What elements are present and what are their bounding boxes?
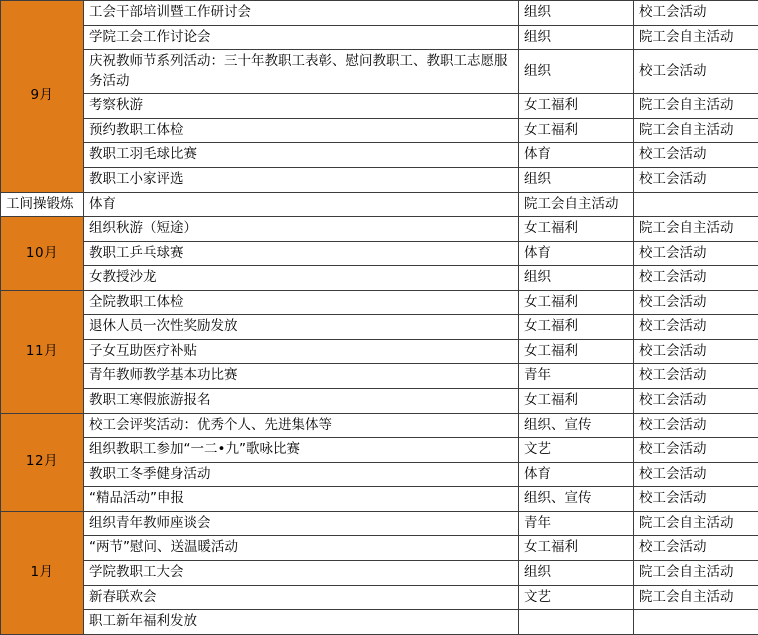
activity-type-cell: 校工会活动 [634,266,758,291]
activity-type-cell: 校工会活动 [634,536,758,561]
activity-cell: 工间操锻炼 [1,192,84,217]
table-row [1,266,758,291]
activity-cell: 新春联欢会 [84,585,519,610]
department-cell: 文艺 [519,585,634,610]
month-cell: 10月 [1,217,84,291]
table-row [1,167,758,192]
department-cell: 文艺 [519,438,634,463]
table-row [1,610,758,635]
department-cell: 体育 [519,462,634,487]
activity-cell: 组织秋游（短途） [84,217,519,242]
activity-type-cell: 院工会自主活动 [634,118,758,143]
activity-type-cell: 校工会活动 [634,167,758,192]
table-row [1,118,758,143]
activity-type-cell: 校工会活动 [634,290,758,315]
activity-cell: 学院工会工作讨论会 [84,25,519,50]
department-cell: 女工福利 [519,94,634,119]
department-cell: 女工福利 [519,339,634,364]
activity-cell: 子女互助医疗补贴 [84,339,519,364]
activity-type-cell: 校工会活动 [634,50,758,94]
activity-cell: 考察秋游 [84,94,519,119]
activity-type-cell: 院工会自主活动 [634,94,758,119]
activity-type-cell: 校工会活动 [634,339,758,364]
activity-cell: 组织青年教师座谈会 [84,511,519,536]
activity-cell: “两节”慰问、送温暖活动 [84,536,519,561]
activity-cell: 教职工冬季健身活动 [84,462,519,487]
activity-type-cell: 院工会自主活动 [634,25,758,50]
activity-cell: 工会干部培训暨工作研讨会 [84,1,519,26]
activity-cell: 预约教职工体检 [84,118,519,143]
table-row [1,192,758,217]
department-cell: 女工福利 [519,217,634,242]
activity-cell: 教职工羽毛球比赛 [84,143,519,168]
department-cell: 体育 [519,241,634,266]
activity-cell: 教职工乒乓球赛 [84,241,519,266]
table-row [1,290,758,315]
activity-type-cell: 院工会自主活动 [519,192,634,217]
department-cell: 青年 [519,364,634,389]
table-row [1,25,758,50]
table-row [1,536,758,561]
month-cell: 9月 [1,1,84,193]
activity-cell: “精品活动”申报 [84,487,519,512]
table-row [1,315,758,340]
table-row [1,560,758,585]
table-row [1,241,758,266]
department-cell: 组织 [519,560,634,585]
table-row [1,389,758,414]
department-cell: 女工福利 [519,315,634,340]
activity-type-cell: 院工会自主活动 [634,217,758,242]
table-row [1,94,758,119]
department-cell: 组织 [519,25,634,50]
month-cell: 1月 [1,511,84,634]
activity-type-cell [634,610,758,635]
department-cell: 组织 [519,50,634,94]
activity-cell: 组织教职工参加“一二•九”歌咏比赛 [84,438,519,463]
activity-type-cell: 校工会活动 [634,1,758,26]
department-cell: 组织 [519,266,634,291]
department-cell: 女工福利 [519,536,634,561]
department-cell: 体育 [84,192,519,217]
activity-cell: 退休人员一次性奖励发放 [84,315,519,340]
table-body [1,1,758,635]
month-cell: 11月 [1,290,84,413]
department-cell: 女工福利 [519,118,634,143]
table-row [1,339,758,364]
activity-cell: 全院教职工体检 [84,290,519,315]
activity-type-cell: 院工会自主活动 [634,585,758,610]
activity-type-cell: 院工会自主活动 [634,511,758,536]
table-row [1,487,758,512]
activity-cell: 学院教职工大会 [84,560,519,585]
activity-cell: 青年教师教学基本功比赛 [84,364,519,389]
activity-type-cell: 校工会活动 [634,413,758,438]
department-cell: 青年 [519,511,634,536]
department-cell: 组织 [519,1,634,26]
department-cell: 组织 [519,167,634,192]
department-cell: 组织、宣传 [519,413,634,438]
month-cell: 12月 [1,413,84,511]
table-row [1,50,758,94]
activity-type-cell: 校工会活动 [634,462,758,487]
activity-type-cell: 校工会活动 [634,438,758,463]
table-row [1,462,758,487]
department-cell: 女工福利 [519,290,634,315]
table-row [1,217,758,242]
activity-cell: 职工新年福利发放 [84,610,519,635]
table-row [1,364,758,389]
department-cell: 女工福利 [519,389,634,414]
table-row [1,438,758,463]
activity-cell: 女教授沙龙 [84,266,519,291]
activity-cell: 教职工小家评选 [84,167,519,192]
activity-type-cell: 校工会活动 [634,143,758,168]
activity-cell: 教职工寒假旅游报名 [84,389,519,414]
department-cell [519,610,634,635]
activity-cell: 庆祝教师节系列活动：三十年教职工表彰、慰问教职工、教职工志愿服务活动 [84,50,519,94]
activity-type-cell: 校工会活动 [634,389,758,414]
activity-type-cell: 院工会自主活动 [634,560,758,585]
activity-type-cell: 校工会活动 [634,364,758,389]
table-row [1,143,758,168]
activity-cell: 校工会评奖活动：优秀个人、先进集体等 [84,413,519,438]
table-row [1,511,758,536]
department-cell: 体育 [519,143,634,168]
activity-type-cell: 校工会活动 [634,315,758,340]
table-row [1,413,758,438]
department-cell: 组织、宣传 [519,487,634,512]
table-row [1,1,758,26]
activity-type-cell: 校工会活动 [634,241,758,266]
activity-type-cell: 校工会活动 [634,487,758,512]
